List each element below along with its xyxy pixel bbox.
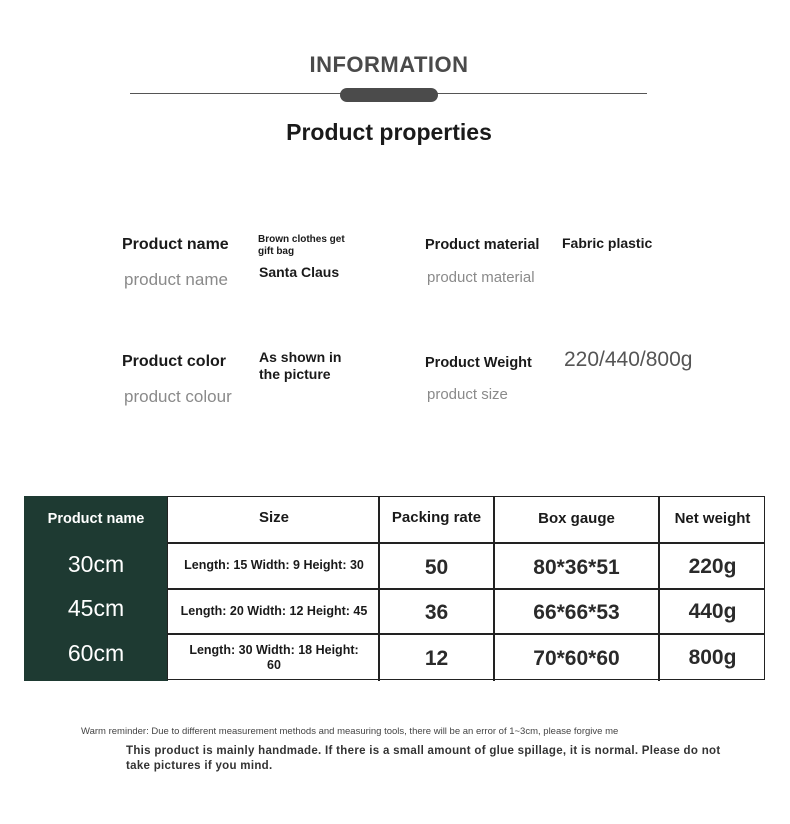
product-material-sublabel: product material xyxy=(427,269,535,286)
product-name-label: Product name xyxy=(122,236,229,253)
product-color-value-line: the picture xyxy=(259,366,331,382)
table-cell-size-line: Length: 30 Width: 18 Height: xyxy=(189,643,359,657)
table-header-product-name: Product name xyxy=(47,511,145,527)
product-name-value-line: Brown clothes get xyxy=(258,234,345,245)
table-header-size: Size xyxy=(258,509,289,526)
product-weight-sublabel: product size xyxy=(427,386,508,403)
table-cell-weight: 440g xyxy=(688,600,737,623)
section-subtitle: Product properties xyxy=(286,119,492,145)
section-title: INFORMATION xyxy=(309,52,469,77)
table-header-net-weight: Net weight xyxy=(674,510,751,527)
product-color-value-line: As shown in xyxy=(259,349,342,365)
table-cell-name: 60cm xyxy=(67,640,125,666)
product-weight-value: 220/440/800g xyxy=(564,348,693,371)
product-material-label: Product material xyxy=(425,237,540,253)
table-cell-size-line: 60 xyxy=(267,658,281,672)
header-divider-pill xyxy=(340,88,438,102)
table-header-packing-rate: Packing rate xyxy=(391,509,482,526)
table-cell-name: 30cm xyxy=(67,551,125,577)
table-row-divider xyxy=(167,588,765,590)
product-name-value-line: gift bag xyxy=(258,246,295,257)
product-weight-label: Product Weight xyxy=(425,355,532,371)
table-cell-packing: 12 xyxy=(424,647,449,670)
table-row-divider xyxy=(167,542,765,544)
warm-reminder-note: Warm reminder: Due to different measurement methods and measuring tools, there will be an error of 1~3cm, please forgive me xyxy=(81,726,619,737)
table-cell-weight: 800g xyxy=(688,646,737,669)
table-cell-name: 45cm xyxy=(67,595,125,621)
table-cell-size xyxy=(170,643,378,673)
product-color-sublabel: product colour xyxy=(124,387,232,406)
product-color-value xyxy=(259,349,341,383)
table-cell-size: Length: 15 Width: 9 Height: 30 xyxy=(184,558,364,572)
table-cell-size: Length: 20 Width: 12 Height: 45 xyxy=(180,604,368,618)
table-cell-packing: 36 xyxy=(424,601,449,624)
table-cell-packing: 50 xyxy=(424,556,449,579)
product-color-label: Product color xyxy=(122,353,227,370)
product-name-value xyxy=(258,234,345,258)
table-cell-box: 66*66*53 xyxy=(533,601,620,624)
table-cell-box: 80*36*51 xyxy=(533,556,620,579)
table-header-box-gauge: Box gauge xyxy=(538,510,615,527)
handmade-note: This product is mainly handmade. If there is a small amount of glue spillage, it is normal. Please do not take pictures if you mind. xyxy=(126,745,721,772)
table-row-divider xyxy=(167,633,765,635)
product-name-sublabel: product name xyxy=(124,270,228,289)
table-cell-box: 70*60*60 xyxy=(533,647,620,670)
product-material-value: Fabric plastic xyxy=(562,235,653,251)
product-name-value-main: Santa Claus xyxy=(259,264,340,280)
table-cell-weight: 220g xyxy=(688,555,737,578)
